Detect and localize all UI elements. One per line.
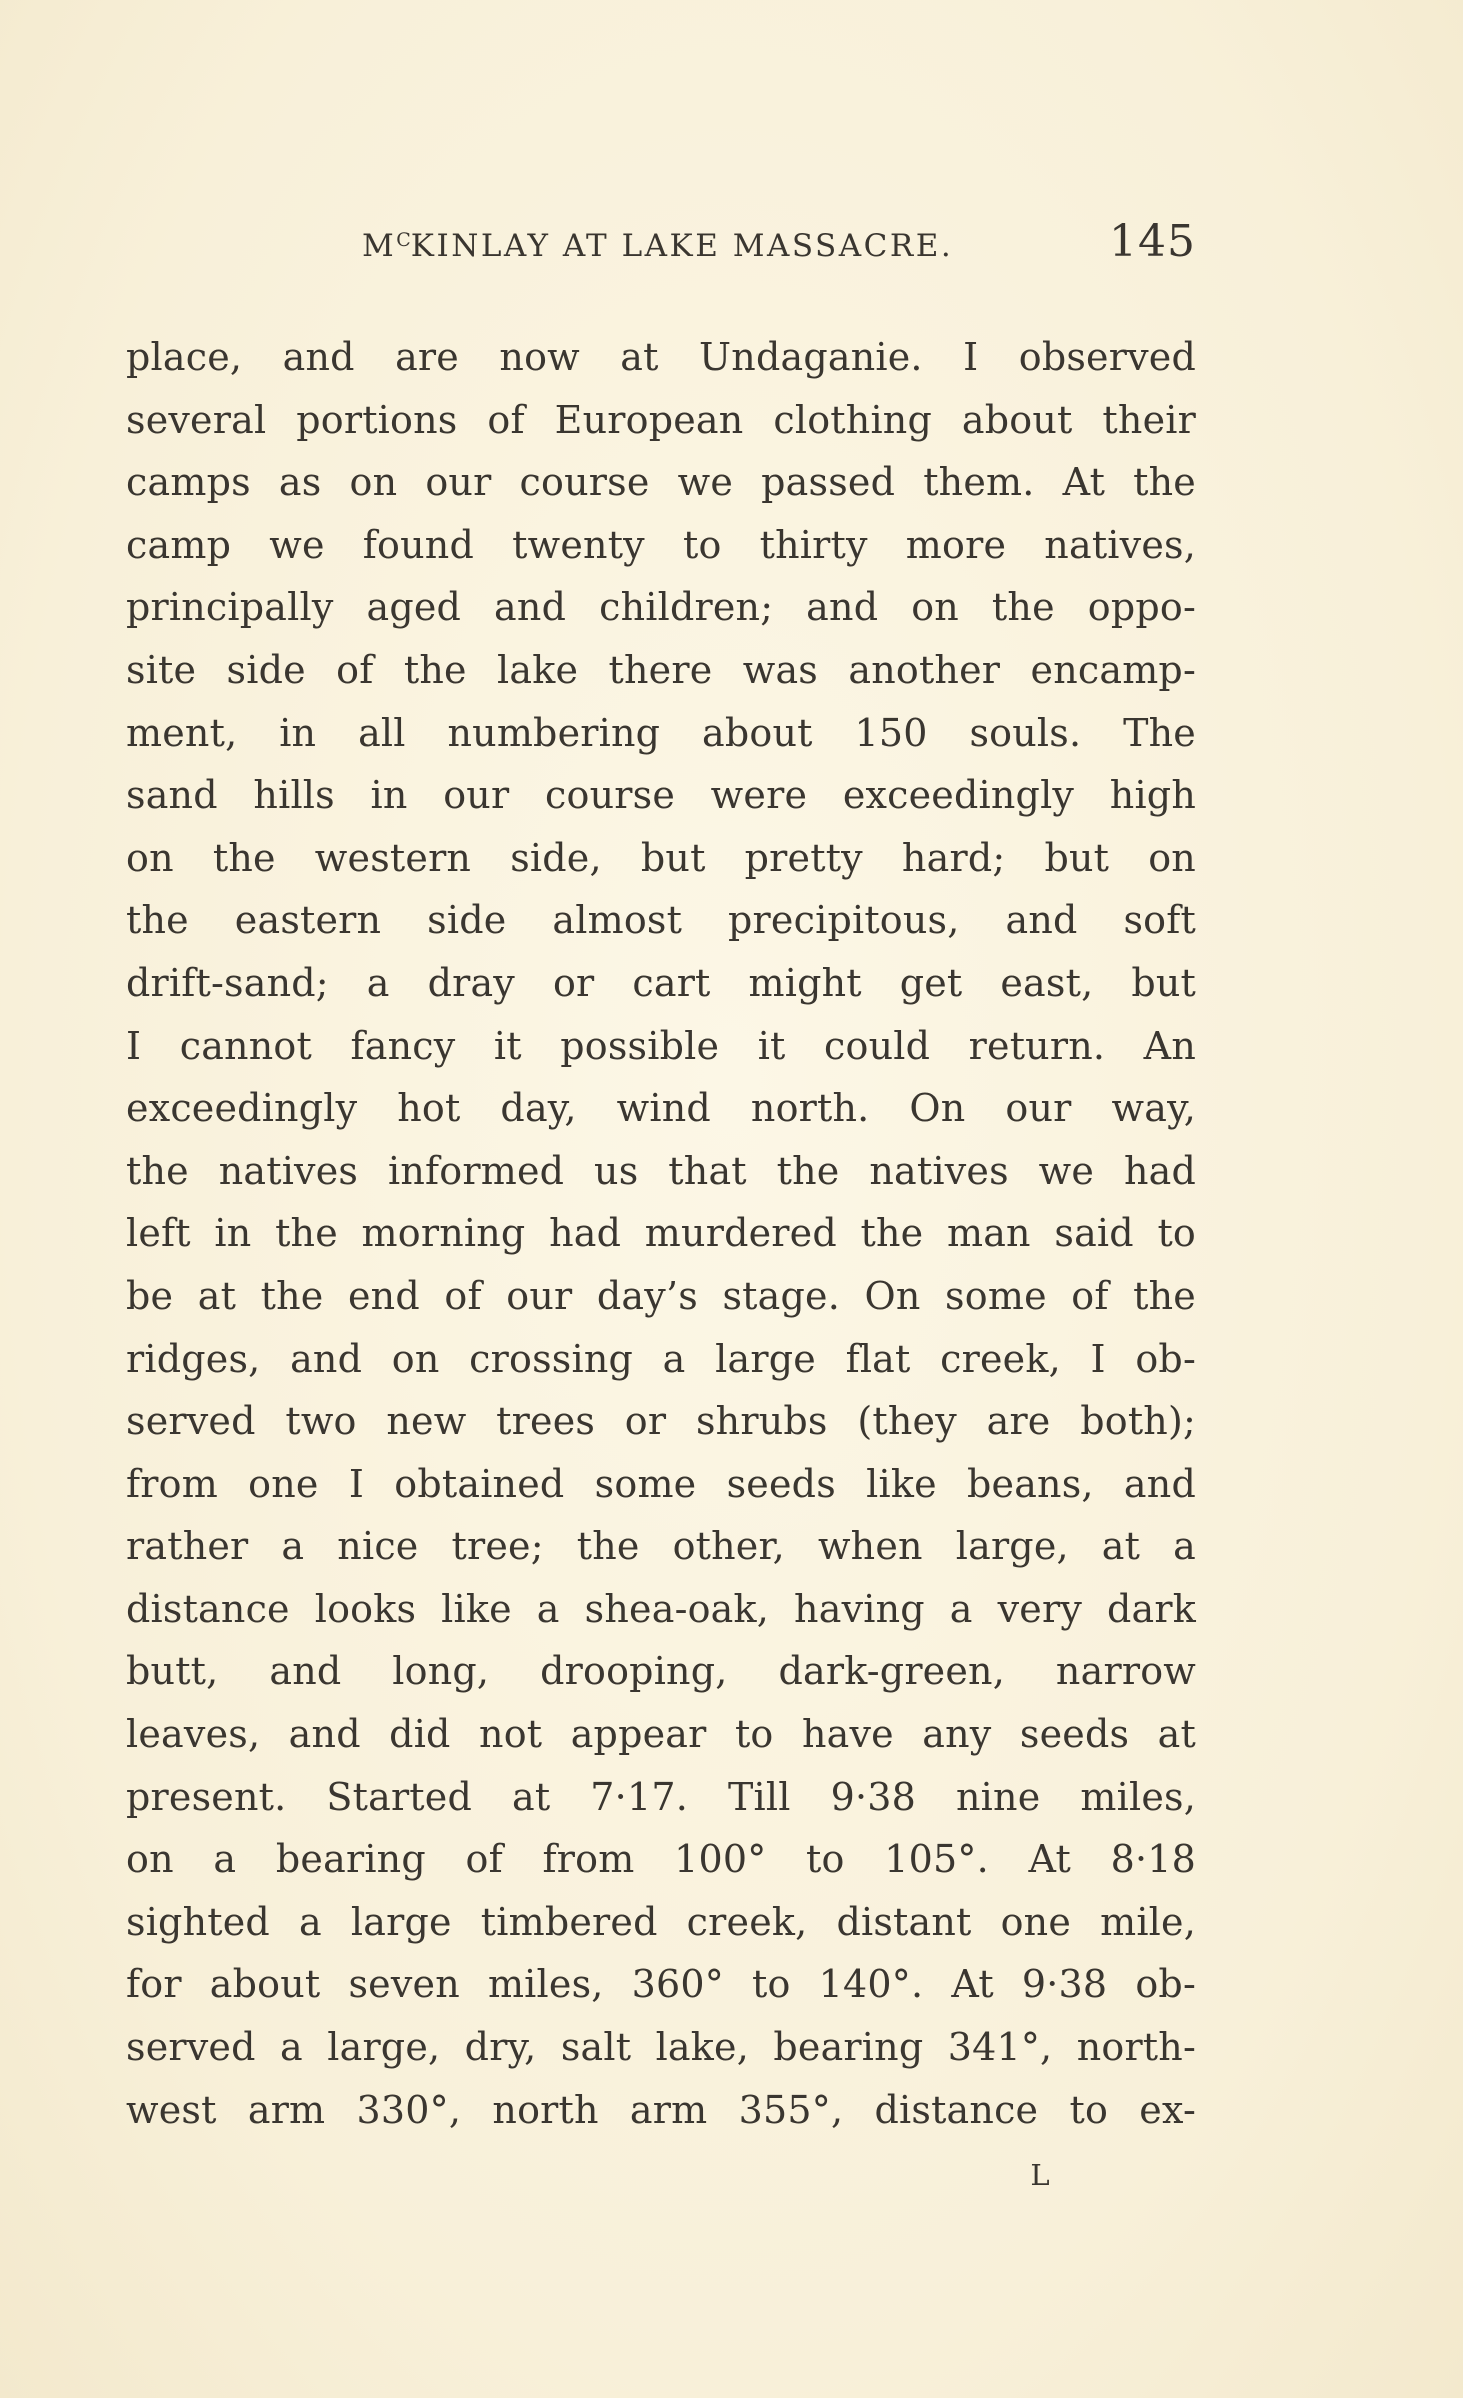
text-line: camps as on our course we passed them. At the xyxy=(126,460,1196,505)
text-line: ridges, and on crossing a large flat creek, I ob- xyxy=(126,1336,1196,1381)
text-line: for about seven miles, 360° to 140°. At 9·38 ob- xyxy=(126,1962,1196,2007)
text-line: rather a nice tree; the other, when large, at a xyxy=(126,1524,1196,1569)
text-line: distance looks like a shea-oak, having a very dark xyxy=(126,1586,1196,1631)
signature-mark: L xyxy=(1030,2158,1050,2192)
text-line: site side of the lake there was another encamp- xyxy=(126,647,1196,692)
body-text xyxy=(126,326,1196,2141)
running-title: $M^CKINLAY$ AT LAKE MASSACRE. xyxy=(362,228,954,264)
text-line: place, and are now at Undaganie. I observed xyxy=(126,335,1196,379)
text-line: leaves, and did not appear to have any seeds at xyxy=(126,1712,1196,1757)
text-line: principally aged and children; and on the oppo- xyxy=(126,585,1196,630)
text-line: on the western side, but pretty hard; but on xyxy=(126,835,1196,880)
text-line: served two new trees or shrubs (they are both); xyxy=(126,1399,1196,1444)
text-line: butt, and long, drooping, dark-green, narrow xyxy=(126,1649,1196,1694)
text-line: camp we found twenty to thirty more natives, xyxy=(126,522,1196,567)
text-line: be at the end of our day’s stage. On some of the xyxy=(126,1273,1196,1318)
text-line: the eastern side almost precipitous, and soft xyxy=(126,898,1196,943)
page-number: 145 xyxy=(1109,216,1196,267)
text-line: sighted a large timbered creek, distant one mile, xyxy=(126,1899,1196,1944)
text-line: west arm 330°, north arm 355°, distance to ex- xyxy=(126,2087,1196,2132)
text-line: drift-sand; a dray or cart might get east, but xyxy=(126,960,1196,1005)
text-line: several portions of European clothing about their xyxy=(126,397,1196,442)
text-line: sand hills in our course were exceedingly high xyxy=(126,773,1196,818)
text-line: the natives informed us that the natives we had xyxy=(126,1148,1196,1193)
text-line: on a bearing of from 100° to 105°. At 8·18 xyxy=(126,1837,1196,1882)
text-line: left in the morning had murdered the man said to xyxy=(126,1211,1196,1256)
text-line: present. Started at 7·17. Till 9·38 nine miles, xyxy=(126,1774,1196,1819)
text-line: I cannot fancy it possible it could return. An xyxy=(126,1023,1196,1068)
text-line: ment, in all numbering about 150 souls. The xyxy=(126,710,1196,755)
text-line: exceedingly hot day, wind north. On our way, xyxy=(126,1086,1196,1131)
text-line: from one I obtained some seeds like beans, and xyxy=(126,1461,1196,1506)
running-head xyxy=(126,216,1196,276)
text-line: served a large, dry, salt lake, bearing 341°, north- xyxy=(126,2025,1196,2070)
